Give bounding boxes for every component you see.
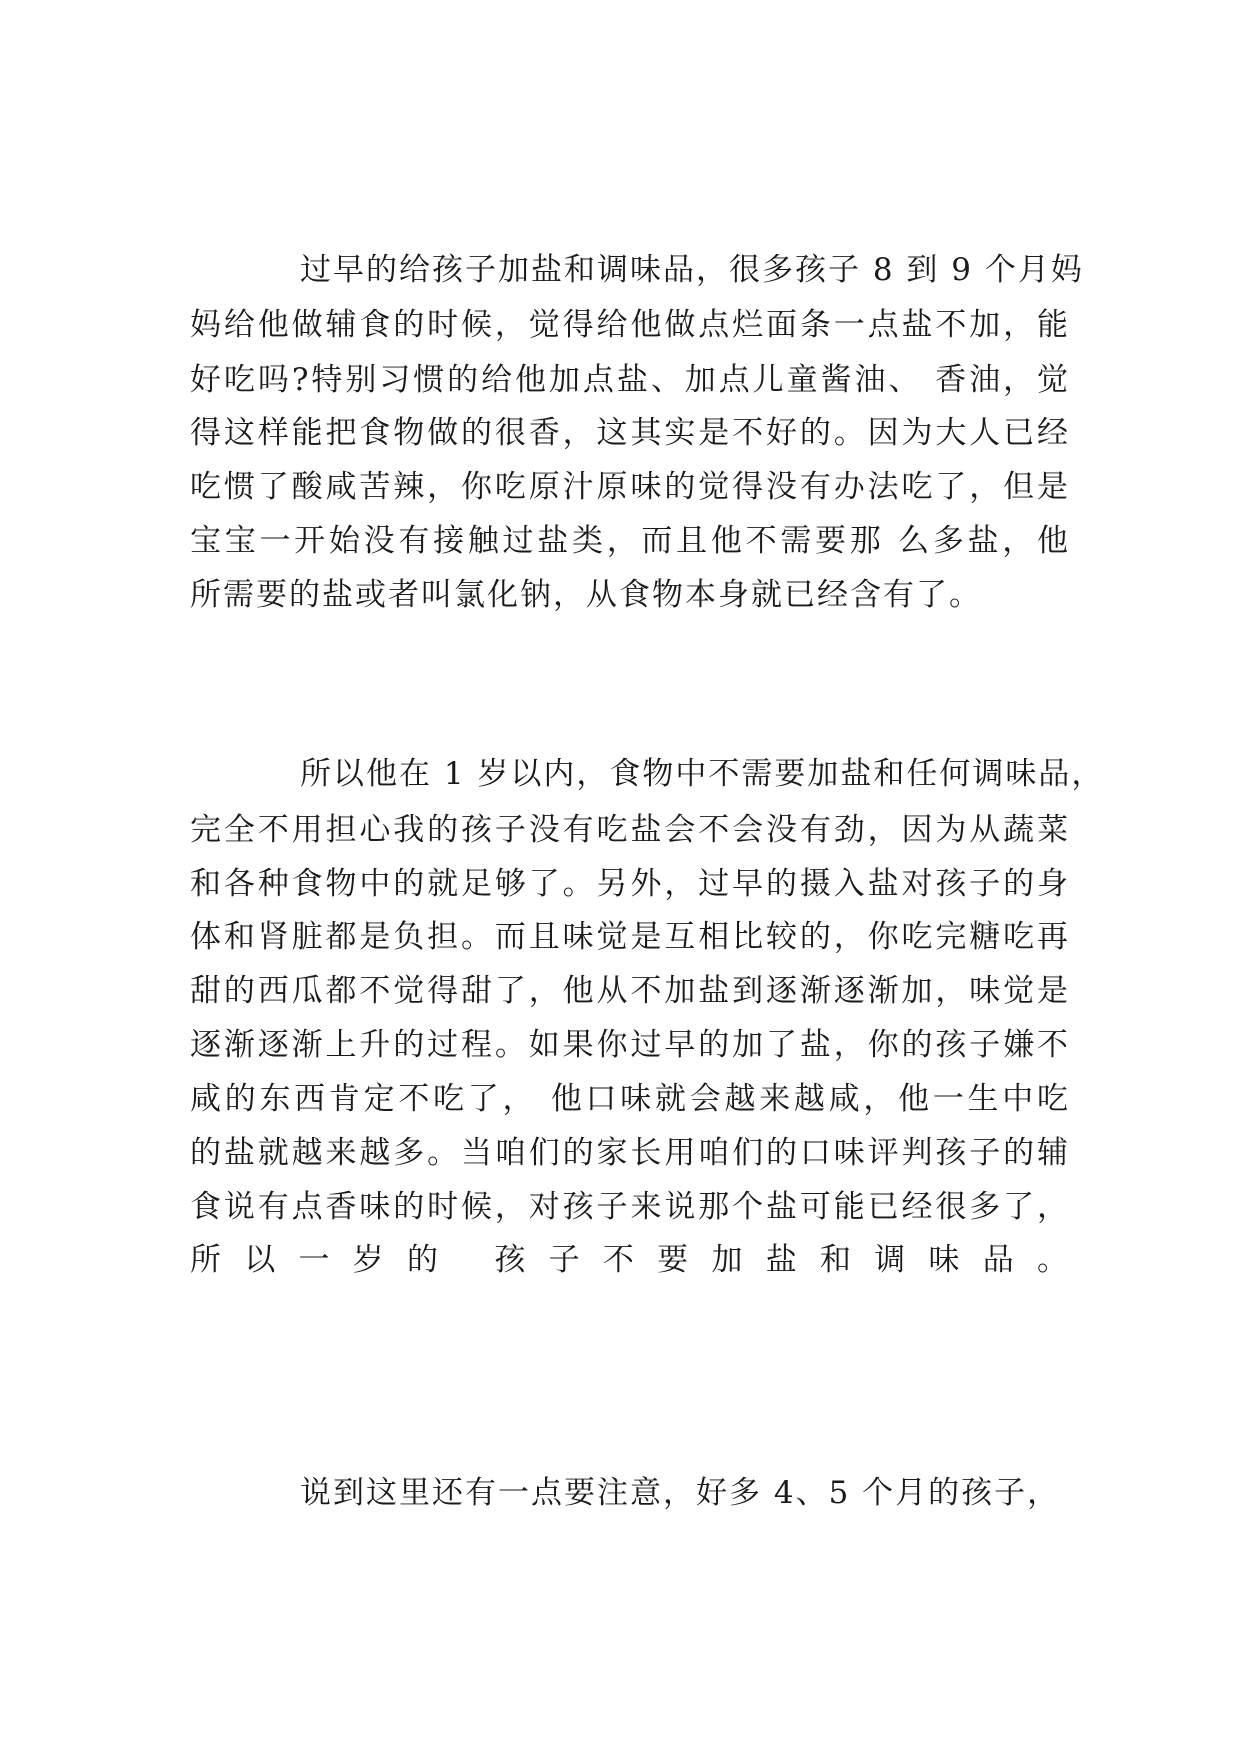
paragraph-line: 所需要的盐或者叫氯化钠，从食物本身就已经含有了。 [190, 577, 982, 613]
paragraph-line: 好吃吗?特别习惯的给他加点盐、加点儿童酱油、 香油，觉 [190, 362, 1070, 398]
paragraph-line: 完全不用担心我的孩子没有吃盐会不会没有劲，因为从蔬菜 [190, 812, 1070, 848]
paragraph-line: 甜的西瓜都不觉得甜了，他从不加盐到逐渐逐渐加，味觉是 [190, 973, 1070, 1009]
paragraph-line: 咸的东西肯定不吃了， 他口味就会越来越咸，他一生中吃 [190, 1081, 1070, 1117]
paragraph-line: 食说有点香味的时候，对孩子来说那个盐可能已经很多了， [190, 1189, 1070, 1225]
paragraph-line: 说到这里还有一点要注意，好多 4、5 个月的孩子， [300, 1475, 1061, 1511]
paragraph-line: 过早的给孩子加盐和调味品，很多孩子 8 到 9 个月妈 [300, 252, 1084, 288]
paragraph-line: 宝宝一开始没有接触过盐类，而且他不需要那 么多盐，他 [190, 523, 1070, 559]
paragraph-line [190, 1294, 1070, 1334]
paragraph-line: 所以一岁的 孩子不要加盐和调味品。 [190, 1242, 1070, 1278]
paragraph-line: 所以他在 1 岁以内，食物中不需要加盐和任何调味品， [300, 756, 1105, 792]
paragraph-line: 妈给他做辅食的时候，觉得给他做点烂面条一点盐不加，能 [190, 307, 1070, 343]
paragraph-line: 的盐就越来越多。当咱们的家长用咱们的口味评判孩子的辅 [190, 1135, 1070, 1171]
paragraph-line: 吃惯了酸咸苦辣，你吃原汁原味的觉得没有办法吃了，但是 [190, 469, 1070, 505]
paragraph-line: 逐渐逐渐上升的过程。如果你过早的加了盐，你的孩子嫌不 [190, 1027, 1070, 1063]
paragraph-line: 和各种食物中的就足够了。另外，过早的摄入盐对孩子的身 [190, 866, 1070, 902]
paragraph-line: 得这样能把食物做的很香，这其实是不好的。因为大人已经 [190, 415, 1070, 451]
paragraph-line: 体和肾脏都是负担。而且味觉是互相比较的，你吃完糖吃再 [190, 919, 1070, 955]
